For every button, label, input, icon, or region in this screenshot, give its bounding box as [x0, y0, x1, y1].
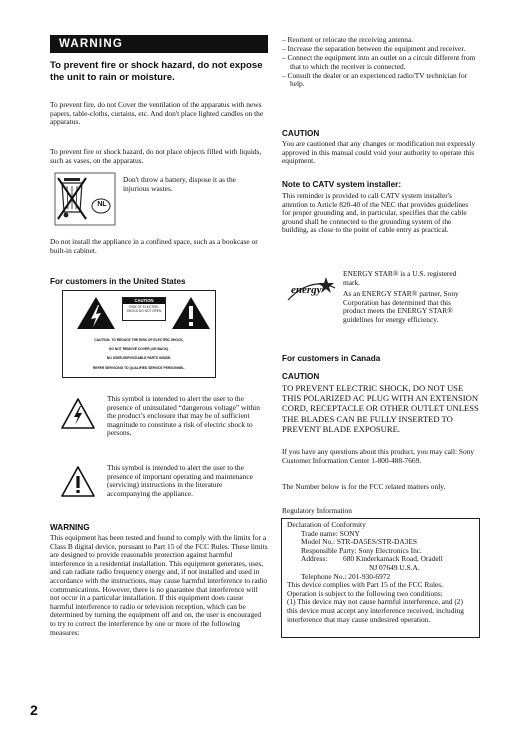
- lightning-triangle-icon: [76, 296, 116, 330]
- label-line-2: DO NOT REMOVE COVER (OR BACK).: [108, 347, 170, 352]
- canada-heading: For customers in Canada: [282, 354, 381, 363]
- catv-text: This reminder is provided to call CATV system installer's attention to Article 820-40 of the NEC that provides guidelines for proper grounding and, in particular, specifies that the cable ground shall be connected to the grounding system of the building, as close to the point of cable entry as practical.: [282, 191, 469, 235]
- warning-fcc-heading: WARNING: [50, 523, 90, 532]
- declaration-model: Model No.: STR-DA5ES/STR-DA3ES: [301, 537, 417, 547]
- declaration-conditions: (1) This device may not cause harmful interference, and (2) this device must accept any interference received, including interference that may cause undesired operation.: [287, 597, 464, 624]
- battery-text: Don't throw a battery, dispose it as the injurious wastes.: [123, 175, 236, 193]
- label-risk: RISK OF ELECTRIC SHOCK DO NOT OPEN: [126, 305, 162, 314]
- us-customers-heading: For customers in the United States: [50, 277, 186, 286]
- declaration-address-2: NJ 07649 U.S.A.: [369, 562, 420, 572]
- fire-paragraph: To prevent fire, do not Cover the ventilation of the apparatus with news papers, table-cloths, curtains, etc. And don't place lighted candles on the apparatus.: [50, 100, 264, 127]
- declaration-party: Responsible Party: Sony Electronics Inc.: [301, 545, 422, 555]
- label-line-4: REFER SERVICING TO QUALIFIED SERVICE PERSONNEL.: [93, 365, 185, 370]
- declaration-trade-name: Trade name: SONY: [301, 528, 360, 538]
- warning-banner: WARNING: [50, 35, 268, 53]
- declaration-box: [281, 518, 480, 638]
- energy-star-logo: [285, 270, 337, 310]
- canada-caution-heading: CAUTION: [282, 372, 320, 381]
- battery-disposal-icon: [54, 172, 116, 226]
- energy-star-text-1: ENERGY STAR® is a U.S. registered mark.: [343, 269, 457, 287]
- exclamation-triangle-icon: [171, 296, 211, 330]
- declaration-telephone: Telephone No.: 201-930-6972: [301, 571, 391, 581]
- lightning-symbol-text: This symbol is intended to alert the user to the presence of uninsulated “dangerous voltage” within the product’s enclosure that may be of sufficient magnitude to constitute a risk of electric shock to persons.: [107, 394, 260, 438]
- measure-item: – Increase the separation between the equipment and receiver.: [282, 44, 466, 54]
- measure-item: – Connect the equipment into an outlet on a circuit different from that to which the receiver is connected.: [282, 53, 476, 71]
- fcc-warning-text: This equipment has been tested and found to comply with the limits for a Class B digital device, pursuant to Part 15 of the FCC Rules. These limits are designed to provide reasonable protection against harmful interference in a residential installation. This equipment generates, uses, and can radiate radio frequency energy and, if not installed and used in accordance with the instructions, may cause harmful interference to radio communications. However, there is no guarantee that interference will not occur in a particular installation. If this equipment does cause harmful interference to radio or television reception, which can be determined by turning the equipment off and on, the user is encouraged to try to correct the interference by one or more of the following measures:: [50, 533, 268, 637]
- measure-item: – Reorient or relocate the receiving antenna.: [282, 35, 414, 44]
- regulatory-heading: Regulatory Information: [282, 506, 352, 515]
- exclamation-symbol-text: This symbol is intended to alert the user to the presence of important operating and maintenance (servicing) instructions in the literature accompanying the appliance.: [107, 463, 253, 498]
- caution-label-image: [62, 290, 216, 378]
- caution-text: You are cautioned that any changes or modification not expressly approved in this manual could void your authority to operate this equipment.: [282, 139, 476, 166]
- questions-text: If you have any questions about this product, you may call: Sony Customer Information Center 1-800-488-7669.: [282, 447, 475, 465]
- confined-space-paragraph: Do not install the appliance in a confined space, such as a bookcase or built-in cabinet.: [50, 237, 258, 255]
- label-caution: CAUTION: [123, 298, 165, 304]
- declaration-title: Declaration of Conformity: [287, 520, 366, 529]
- energy-logo-text: energy: [291, 284, 322, 296]
- caution-heading: CAUTION: [282, 129, 320, 138]
- shock-paragraph: To prevent fire or shock hazard, do not place objects filled with liquids, such as vases, on the apparatus.: [50, 147, 262, 165]
- exclamation-symbol-icon: [61, 466, 95, 497]
- measure-item: – Consult the dealer or an experienced radio/TV technician for help.: [282, 70, 468, 89]
- main-warning-heading: To prevent fire or shock hazard, do not expose the unit to rain or moisture.: [50, 60, 263, 83]
- lightning-symbol-icon: [61, 398, 95, 429]
- fcc-number-text: The Number below is for the FCC related matters only.: [282, 482, 446, 491]
- page-number: 2: [30, 702, 38, 718]
- declaration-address-label: Address:: [301, 554, 328, 564]
- declaration-address-1: 680 Kinderkamack Road, Oradell: [343, 554, 443, 564]
- catv-heading: Note to CATV system installer:: [282, 180, 402, 189]
- canada-caution-text: TO PREVENT ELECTRIC SHOCK, DO NOT USE THIS POLARIZED AC PLUG WITH AN EXTENSION CORD, RECEPTACLE OR OTHER OUTLET UNLESS THE BLADES CAN BE FULLY INSERTED TO PREVENT BLADE EXPOSURE.: [282, 383, 479, 434]
- nl-label: NL: [97, 201, 107, 208]
- label-line-1: CAUTION: TO REDUCE THE RISK OF ELECTRIC SHOCK,: [94, 338, 184, 342]
- energy-star-text-2: As an ENERGY STAR® partner, Sony Corporation has determined that this product meets the ENERGY STAR® guidelines for energy efficiency.: [343, 289, 459, 324]
- declaration-complies: This device complies with Part 15 of the FCC Rules. Operation is subject to the following two conditions:: [287, 580, 444, 598]
- label-line-3: NO USER-SERVICEABLE PARTS INSIDE.: [106, 356, 172, 361]
- measures-list: [282, 36, 477, 90]
